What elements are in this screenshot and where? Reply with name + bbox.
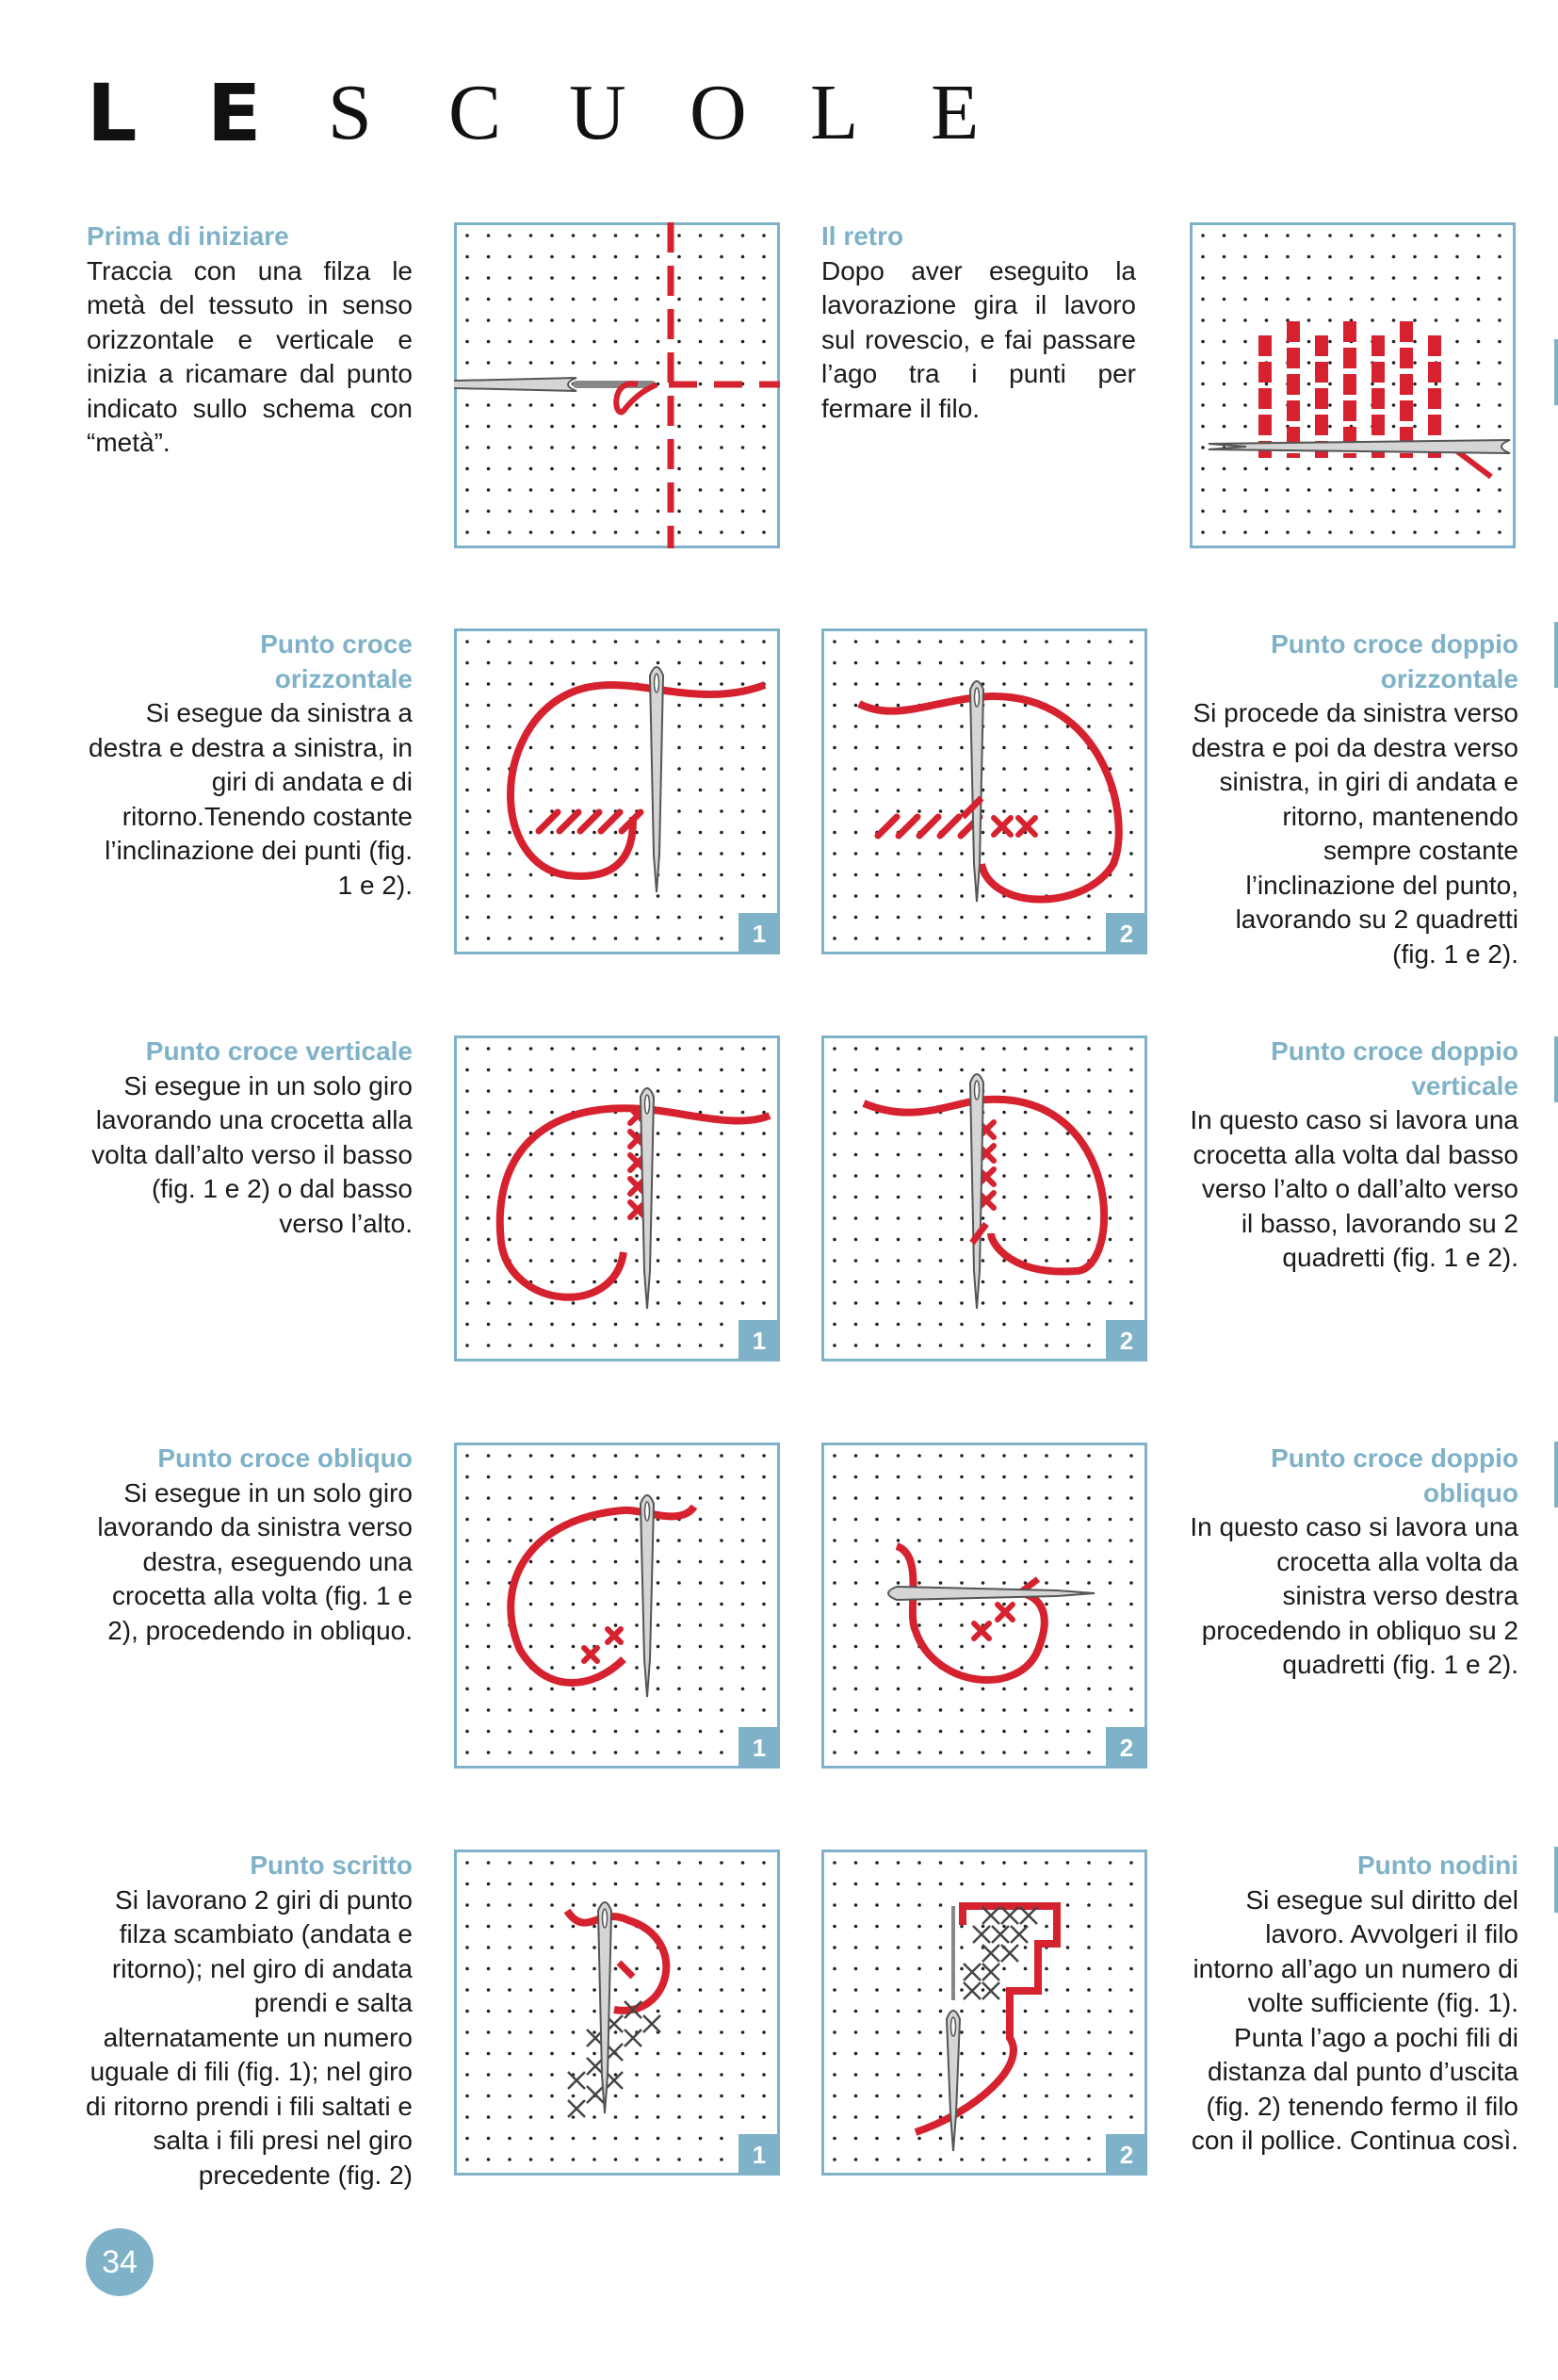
figure-number-badge: 2 <box>1106 1727 1147 1769</box>
section-text: Dopo aver eseguito la lavorazione gira il lavoro sul rovescio, e fai passare l’ago tra i punti per fermare il filo. <box>821 255 1136 423</box>
title-letter: L <box>87 67 138 159</box>
figure-croce-orizzontale-2 <box>821 628 1147 954</box>
edge-mark <box>1554 622 1558 688</box>
title-letter: E <box>207 67 262 159</box>
edge-mark <box>1554 339 1558 405</box>
section-text: Si lavorano 2 giri di punto filza scambiato (andata e ritorno); nel giro di andata prendi e salta alternatamente un numero uguale di fili (fig. 1); nel giro di ritorno prendi i fili saltati e salta i fili presi nel giro precedente (fig. 2) <box>85 1884 413 2190</box>
section-text: Si esegue in un solo giro lavorando una crocetta alla volta dall’alto verso il basso (fig. 1 e 2) o dal basso verso l’alto. <box>91 1070 413 1238</box>
section-text: Si procede da sinistra verso destra e poi da destra verso sinistra, in giri di andata e ritorno, mantenendo sempre costante l’inclinazione del punto, lavorando su 2 quadretti (fig. 1 e 2). <box>1191 698 1518 969</box>
figure-center-lines <box>454 222 780 548</box>
section-heading: Punto croce doppio obliquo <box>1271 1443 1518 1508</box>
figure-croce-verticale-2 <box>821 1035 1147 1361</box>
figure-croce-orizzontale-1 <box>454 628 780 954</box>
figure-back <box>1190 222 1516 548</box>
section-heading: Punto nodini <box>1356 1850 1518 1880</box>
figure-punto-scritto-1 <box>454 1850 780 2176</box>
section-croce-verticale <box>83 1035 413 1241</box>
section-text: Si esegue da sinistra a destra e destra a sinistra, in giri di andata e di ritorno.Tenendo costante l’inclinazione dei punti (fig. 1 e 2). <box>89 698 413 900</box>
section-croce-orizzontale <box>83 628 413 903</box>
section-croce-obliquo <box>83 1442 413 1648</box>
section-text: In questo caso si lavora una crocetta alla volta da sinistra verso destra procedendo in obliquo su 2 quadretti (fig. 1 e 2). <box>1190 1512 1518 1679</box>
figure-croce-verticale-1 <box>454 1035 780 1361</box>
section-doppio-verticale <box>1189 1035 1518 1276</box>
figure-number-badge: 1 <box>738 1320 780 1361</box>
figure-number-badge: 1 <box>738 1727 780 1769</box>
section-heading: Punto croce doppio verticale <box>1271 1036 1518 1100</box>
title-letter: L <box>810 69 859 156</box>
section-heading: Punto croce verticale <box>145 1036 413 1066</box>
figure-number-badge: 2 <box>1106 1320 1147 1361</box>
page-number: 34 <box>86 2228 154 2296</box>
page-title <box>87 66 1051 160</box>
figure-number-badge: 1 <box>738 913 780 954</box>
figure-croce-obliquo-1 <box>454 1443 780 1769</box>
edge-mark <box>1554 1036 1558 1102</box>
section-prima <box>87 220 413 461</box>
section-heading: Il retro <box>821 221 904 251</box>
title-letter: S <box>328 69 372 156</box>
section-doppio-orizzontale <box>1189 628 1518 971</box>
edge-mark <box>1554 1442 1558 1508</box>
figure-punto-scritto-2 <box>821 1850 1147 2176</box>
section-text: Si esegue sul diritto del lavoro. Avvolgeri il filo intorno all’ago un numero di volte sufficiente (fig. 1). Punta l’ago a pochi fili di distanza dal punto d’uscita (fig. 2) tenendo fermo il filo con il pollice. Continua così. <box>1191 1884 1518 2155</box>
title-letter: C <box>448 69 502 156</box>
section-heading: Punto croce doppio orizzontale <box>1271 629 1518 693</box>
section-doppio-obliquo <box>1189 1442 1518 1683</box>
section-heading: Punto croce obliquo <box>157 1443 413 1473</box>
section-punto-scritto <box>83 1849 413 2193</box>
section-text: Traccia con una filza le metà del tessuto in senso orizzontale e verticale e inizia a ricamare dal punto indicato sullo schema con “metà”. <box>87 255 413 457</box>
section-heading: Punto croce orizzontale <box>260 629 413 693</box>
title-letter: E <box>931 69 980 156</box>
figure-number-badge: 2 <box>1106 2134 1147 2176</box>
section-punto-nodini <box>1189 1849 1518 2159</box>
figure-number-badge: 2 <box>1106 913 1147 954</box>
figure-croce-obliquo-2 <box>821 1443 1147 1769</box>
section-heading: Punto scritto <box>250 1850 413 1880</box>
section-text: Si esegue in un solo giro lavorando da sinistra verso destra, eseguendo una crocetta alla volta (fig. 1 e 2), procedendo in obliquo. <box>97 1477 413 1645</box>
section-heading: Prima di iniziare <box>87 221 289 251</box>
figure-number-badge: 1 <box>738 2134 780 2176</box>
title-letter: O <box>690 69 747 156</box>
title-letter: U <box>569 69 626 156</box>
section-text: In questo caso si lavora una crocetta alla volta dal basso verso l’alto o dall’alto verso il basso, lavorando su 2 quadretti (fig. 1 e 2). <box>1190 1105 1518 1272</box>
edge-mark <box>1554 1847 1558 1913</box>
section-retro <box>821 220 1136 426</box>
